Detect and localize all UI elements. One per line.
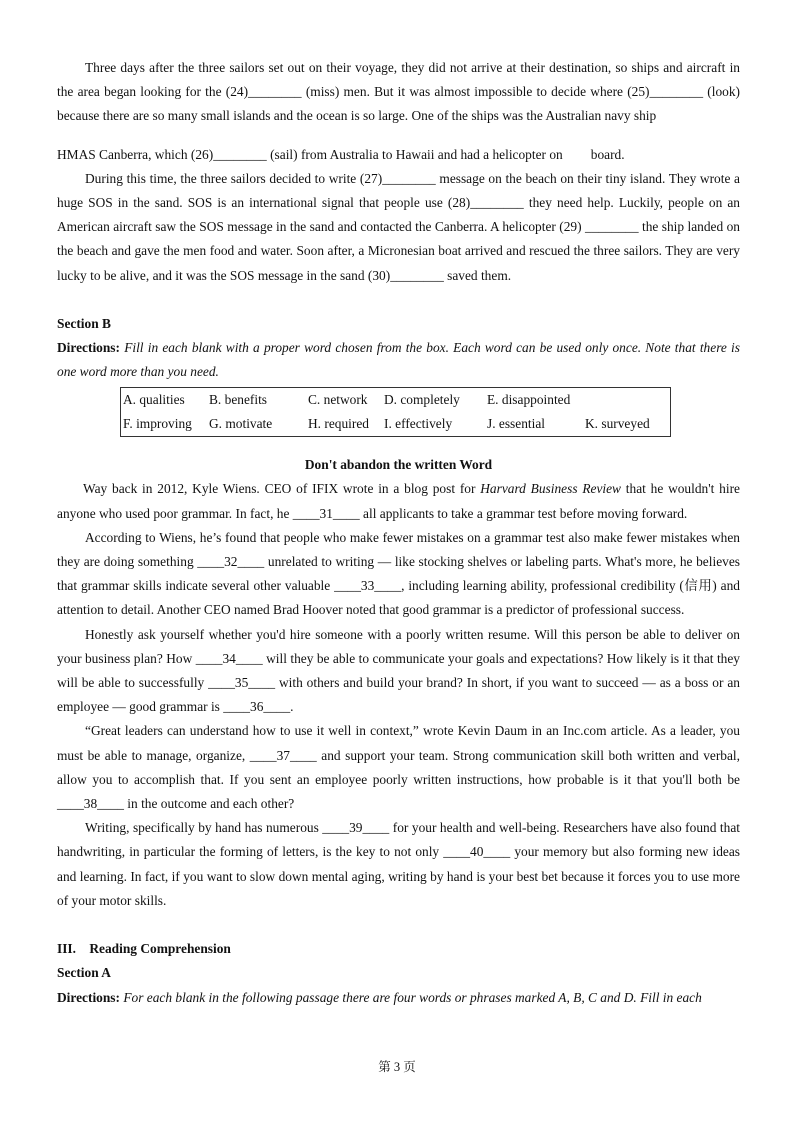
word-box-row xyxy=(121,412,671,437)
word-option: J. essential xyxy=(487,416,546,432)
directions-text: Fill in each blank with a proper word chosen from the box. Each word can be used only once. Note that there is one word more than you need. xyxy=(57,340,740,380)
passage-line: HMAS Canberra, which (26)________ (sail) from Australia to Hawaii and had a helicopter on xyxy=(57,146,563,162)
passage-paragraph-1: Three days after the three sailors set out on their voyage, they did not arrive at their destination, so ships and aircraft in the area began looking for the (24)________ (miss) men. But it was almost impossible to decide where (25)________ (look) because there are so many small islands and the ocean is so large. One of the ships was the Australian navy ship xyxy=(57,60,740,124)
word-option: I. effectively xyxy=(384,416,453,432)
word-option: E. disappointed xyxy=(487,392,571,408)
page-content xyxy=(57,56,740,1010)
article-paragraph-4: “Great leaders can understand how to use it well in context,” wrote Kevin Daum in an Inc.com article. As a leader, you must be able to manage, organize, ____37____ and support your team. Strong communication skill both written and verbal, allow you to accomplish that. If you sent an employee poorly written instructions, how probable is it that you'll both be ____38____ in the outcome and each other? xyxy=(57,723,740,812)
page-number: 第 3 页 xyxy=(378,1060,416,1074)
word-box xyxy=(120,387,671,437)
word-option: H. required xyxy=(308,416,369,432)
word-option: C. network xyxy=(308,392,368,408)
part-title: Reading Comprehension xyxy=(89,941,231,957)
word-option: G. motivate xyxy=(209,416,273,432)
word-option: B. benefits xyxy=(209,392,268,408)
word-option xyxy=(583,388,671,413)
directions-text: For each blank in the following passage there are four words or phrases marked A, B, C and D. Fill in each xyxy=(123,989,702,1005)
section-a-heading: Section A xyxy=(57,965,111,981)
word-option: A. qualities xyxy=(123,392,185,408)
passage-title: Don't abandon the written Word xyxy=(304,457,493,473)
word-option: K. surveyed xyxy=(585,416,650,432)
passage-paragraph-1-cont xyxy=(57,143,740,167)
part-3-heading xyxy=(57,937,740,961)
directions-label: Directions: xyxy=(57,989,120,1005)
text-run: that he wouldn't hire anyone who used poor grammar. In fact, he ____31____ all applicants to take a grammar test before moving forward. xyxy=(57,481,740,521)
article-paragraph-2: According to Wiens, he’s found that people who make fewer mistakes on a grammar test also make fewer mistakes when they are doing something ____32____ unrelated to writing — like stocking shelves or labeling parts. What's more, he believes that grammar skills indicate several other valuable ____33____, including learning ability, professional credibility (信用) and attention to detail. Another CEO named Brad Hoover noted that good grammar is a predictor of professional success. xyxy=(57,529,740,618)
passage-paragraph-2: During this time, the three sailors decided to write (27)________ message on the beach on their tiny island. They wrote a huge SOS in the sand. SOS is an international signal that people use (28)________ they need help. Luckily, people on an American aircraft saw the SOS message in the sand and contacted the Canberra. A helicopter (29) ________ the ship landed on the beach and gave the men food and water. Soon after, a Micronesian boat arrived and rescued the three sailors. They are very lucky to be alive, and it was the SOS message in the sand (30)________ saved them. xyxy=(57,170,740,283)
text-run: Way back in 2012, Kyle Wiens. CEO of IFIX wrote in a blog post for xyxy=(83,481,481,497)
section-a-directions xyxy=(57,986,740,1010)
section-b-heading: Section B xyxy=(57,315,111,331)
part-number: III. xyxy=(57,941,76,957)
article-paragraph-1 xyxy=(57,477,740,525)
word-option: F. improving xyxy=(123,416,192,432)
article-paragraph-3: Honestly ask yourself whether you'd hire someone with a poorly written resume. Will this person be able to deliver on your business plan? How ____34____ will they be able to communicate your goals and expectations? How likely is it that they will be able to successfully ____35____ with others and build your brand? In short, if you want to succeed — as a boss or an employee — good grammar is ____36____. xyxy=(57,626,740,715)
passage-line-end: board. xyxy=(590,146,625,162)
section-b-directions xyxy=(57,336,740,384)
publication-name: Harvard Business Review xyxy=(480,481,621,497)
word-option: D. completely xyxy=(384,392,460,408)
word-box-row xyxy=(121,388,671,413)
article-paragraph-5: Writing, specifically by hand has numerous ____39____ for your health and well-being. Researchers have also found that handwriting, in particular the forming of letters, is the key to not only ____40____ your memory but also forming new ideas and learning. In fact, if you want to slow down mental aging, writing by hand is your best bet because it forces you to use more of your motor skills. xyxy=(57,820,740,908)
directions-label: Directions: xyxy=(57,340,120,356)
